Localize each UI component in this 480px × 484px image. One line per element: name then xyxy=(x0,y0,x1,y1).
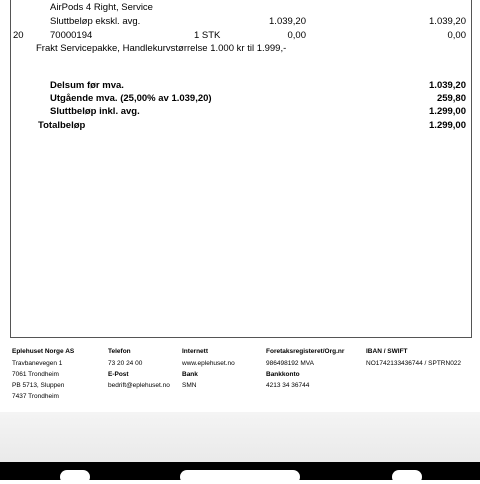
email-value: bedrift@eplehuset.no xyxy=(108,382,170,389)
internet-value: www.eplehuset.no xyxy=(182,360,235,367)
phone-label: Telefon xyxy=(108,348,131,355)
toolbar-left-control[interactable] xyxy=(60,470,90,484)
mva-value: 259,80 xyxy=(436,93,466,104)
grand-total-label: Totalbeløp xyxy=(38,120,86,131)
phone-value: 73 20 24 00 xyxy=(108,360,143,367)
subtotal-excl-value: 1.039,20 xyxy=(269,16,306,27)
internet-label: Internett xyxy=(182,348,208,355)
delsum-label: Delsum før mva. xyxy=(50,80,124,91)
row-article-number: 70000194 xyxy=(50,30,93,41)
orgnr-value: 986498192 MVA xyxy=(266,360,314,367)
iban-value: NO1742133436744 / SPTRN022 xyxy=(366,360,462,367)
company-po-city: 7437 Trondheim xyxy=(12,393,59,400)
row-quantity: 1 STK xyxy=(194,30,221,41)
company-po-box: PB 5713, Sluppen xyxy=(12,382,65,389)
total-incl-label: Sluttbeløp inkl. avg. xyxy=(50,106,140,117)
company-street: Travbanevegen 1 xyxy=(12,360,63,367)
row-description: Frakt Servicepakke, Handlekurvstørrelse 1.000 kr til 1.999,- xyxy=(36,43,287,54)
row-total: 0,00 xyxy=(447,30,466,41)
grand-total-value: 1.299,00 xyxy=(429,120,466,131)
mva-label: Utgående mva. (25,00% av 1.039,20) xyxy=(50,93,212,104)
bank-label: Bank xyxy=(182,371,198,378)
delsum-value: 1.039,20 xyxy=(429,80,466,91)
email-label: E-Post xyxy=(108,371,129,378)
row-line-number: 20 xyxy=(13,30,24,41)
invoice-footer xyxy=(0,340,480,420)
orgnr-label: Foretaksregisteret/Org.nr xyxy=(266,348,345,355)
toolbar-center-control[interactable] xyxy=(180,470,300,484)
bank-account-label: Bankkonto xyxy=(266,371,300,378)
subtotal-excl-total: 1.039,20 xyxy=(429,16,466,27)
line-item-description: AirPods 4 Right, Service xyxy=(50,2,153,13)
total-incl-value: 1.299,00 xyxy=(429,106,466,117)
bank-value: SMN xyxy=(182,382,197,389)
subtotal-excl-label: Sluttbeløp ekskl. avg. xyxy=(50,16,141,27)
bank-account-value: 4213 34 36744 xyxy=(266,382,310,389)
toolbar-right-control[interactable] xyxy=(392,470,422,484)
row-unit-price: 0,00 xyxy=(287,30,306,41)
iban-label: IBAN / SWIFT xyxy=(366,348,408,355)
company-city: 7061 Trondheim xyxy=(12,371,59,378)
company-name: Eplehuset Norge AS xyxy=(12,348,75,355)
